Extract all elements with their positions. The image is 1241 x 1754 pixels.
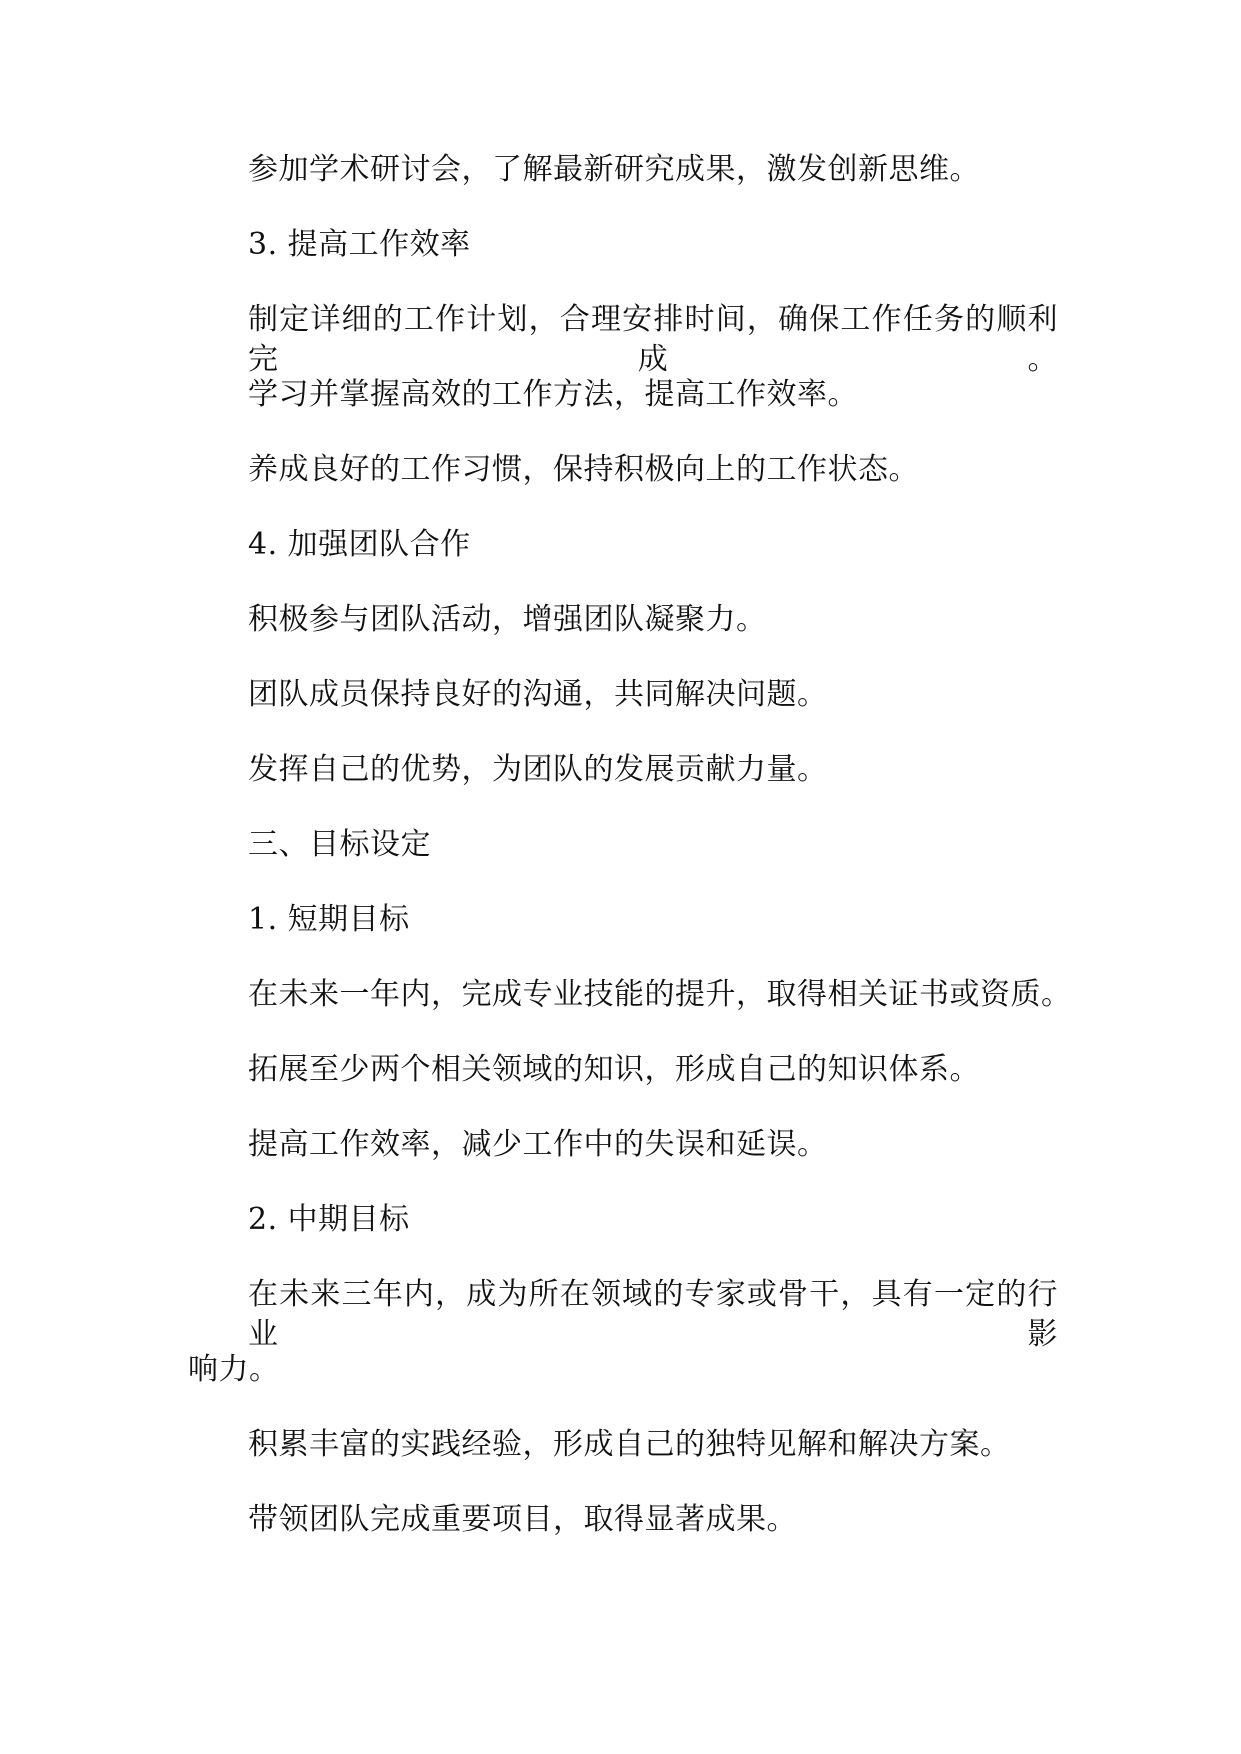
section-heading: 1. 短期目标 [248,902,410,937]
body-paragraph: 在未来一年内，完成专业技能的提升，取得相关证书或资质。 [248,977,1072,1012]
chapter-heading: 三、目标设定 [248,827,431,862]
body-paragraph: 养成良好的工作习惯，保持积极向上的工作状态。 [248,452,919,487]
body-paragraph: 提高工作效率，减少工作中的失误和延误。 [248,1127,828,1162]
body-paragraph: 积极参与团队活动，增强团队凝聚力。 [248,602,767,637]
body-paragraph: 学习并掌握高效的工作方法，提高工作效率。 [248,377,858,412]
body-paragraph: 积累丰富的实践经验，形成自己的独特见解和解决方案。 [248,1427,1011,1462]
body-paragraph: 团队成员保持良好的沟通，共同解决问题。 [248,677,828,712]
body-paragraph: 在未来三年内，成为所在领域的专家或骨干，具有一定的行业影 [248,1277,1058,1352]
section-heading: 3. 提高工作效率 [248,227,471,262]
section-heading: 2. 中期目标 [248,1202,410,1237]
body-paragraph: 发挥自己的优势，为团队的发展贡献力量。 [248,752,828,787]
body-paragraph: 拓展至少两个相关领域的知识，形成自己的知识体系。 [248,1052,980,1087]
body-paragraph: 制定详细的工作计划，合理安排时间，确保工作任务的顺利完成。 [248,302,1058,377]
body-paragraph: 参加学术研讨会，了解最新研究成果，激发创新思维。 [248,152,980,187]
section-heading: 4. 加强团队合作 [248,527,471,562]
body-paragraph-continuation: 响力。 [188,1352,280,1387]
body-paragraph: 带领团队完成重要项目，取得显著成果。 [248,1502,797,1537]
